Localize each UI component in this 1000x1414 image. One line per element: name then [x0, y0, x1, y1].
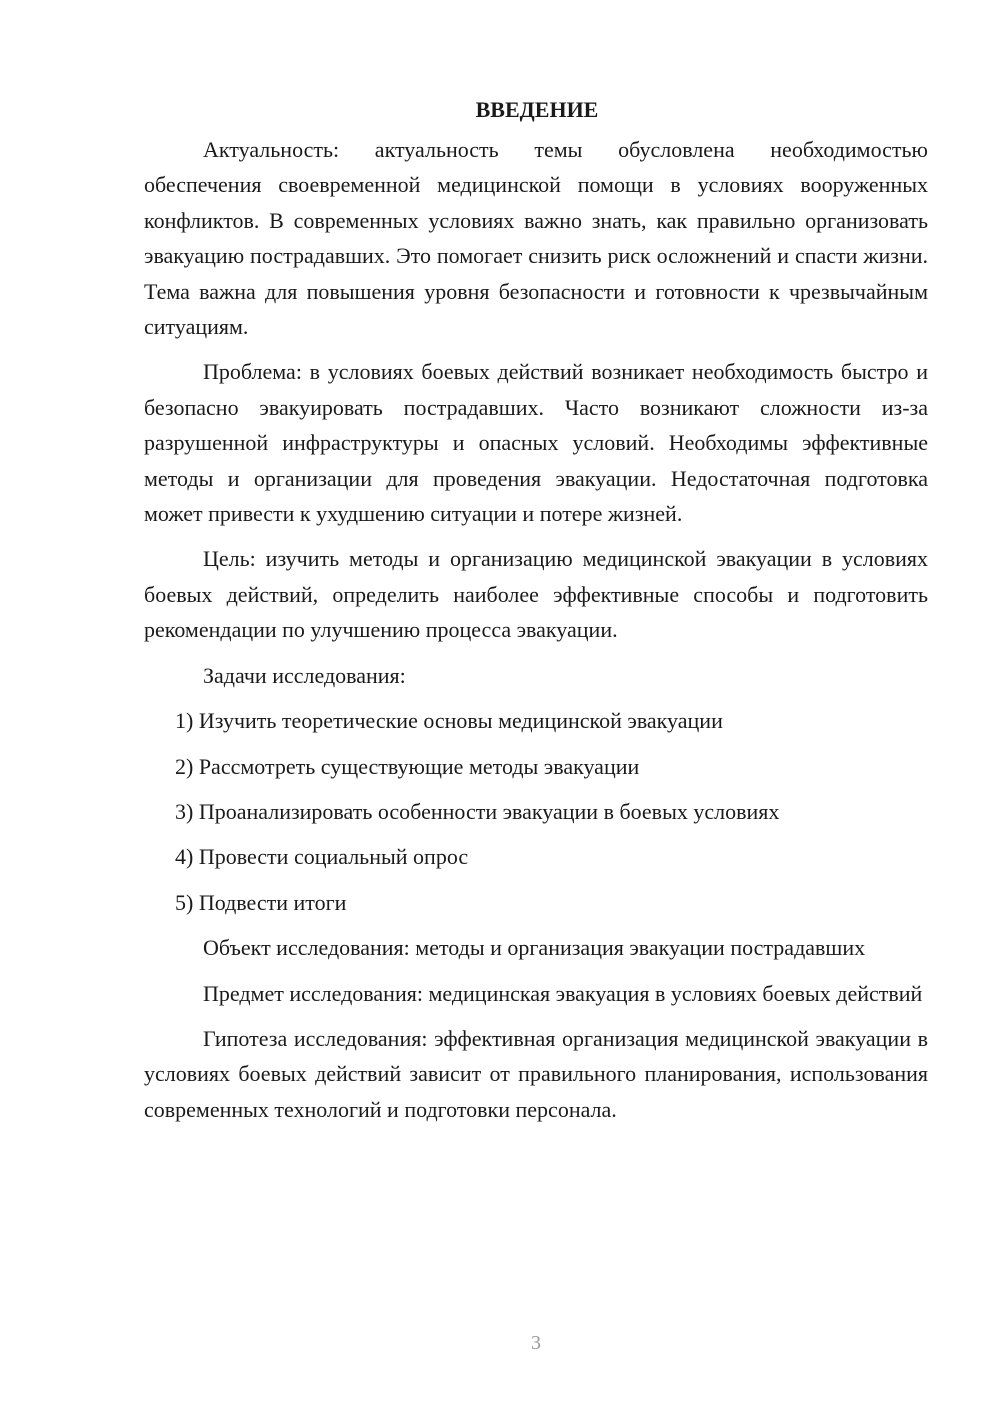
relevance-paragraph: Актуальность: актуальность темы обусловлена необходимостью обеспечения своевременной медицинской помощи в условиях вооруженных конфликтов. В современных условиях важно знать, как правильно организовать эвакуацию пострадавших. Это помогает снизить риск осложнений и спасти жизни. Тема важна для повышения уровня безопасности и готовности к чрезвычайным ситуациям.: [144, 137, 928, 340]
problem-paragraph: Проблема: в условиях боевых действий возникает необходимость быстро и безопасно эвакуировать пострадавших. Часто возникают сложности из-за разрушенной инфраструктуры и опасных условий. Необходимы эффективные методы и организации для проведения эвакуации. Недостаточная подготовка может привести к ухудшению ситуации и потере жизней.: [144, 359, 928, 527]
tasks-heading: Задачи исследования:: [203, 662, 406, 688]
goal-paragraph: Цель: изучить методы и организацию медицинской эвакуации в условиях боевых действий, определить наиболее эффективные способы и подготовить рекомендации по улучшению процесса эвакуации.: [144, 546, 928, 643]
list-item: 5) Подвести итоги: [175, 889, 347, 915]
hypothesis-paragraph: Гипотеза исследования: эффективная организация медицинской эвакуации в условиях боевых действий зависит от правильного планирования, использования современных технологий и подготовки персонала.: [144, 1025, 928, 1122]
tasks-list: [144, 703, 928, 920]
list-item: 1) Изучить теоретические основы медицинской эвакуации: [175, 708, 723, 734]
list-item: 3) Проанализировать особенности эвакуации в боевых условиях: [175, 798, 780, 824]
document-page: [144, 92, 928, 1137]
list-item: 2) Рассмотреть существующие методы эвакуации: [175, 753, 640, 779]
page-title: ВВЕДЕНИЕ: [475, 97, 599, 122]
object-paragraph: Объект исследования: методы и организация эвакуации пострадавших: [203, 935, 866, 961]
page-number: 3: [531, 1332, 541, 1354]
list-item: 4) Провести социальный опрос: [175, 844, 469, 870]
subject-paragraph: Предмет исследования: медицинская эвакуация в условиях боевых действий: [203, 980, 923, 1006]
